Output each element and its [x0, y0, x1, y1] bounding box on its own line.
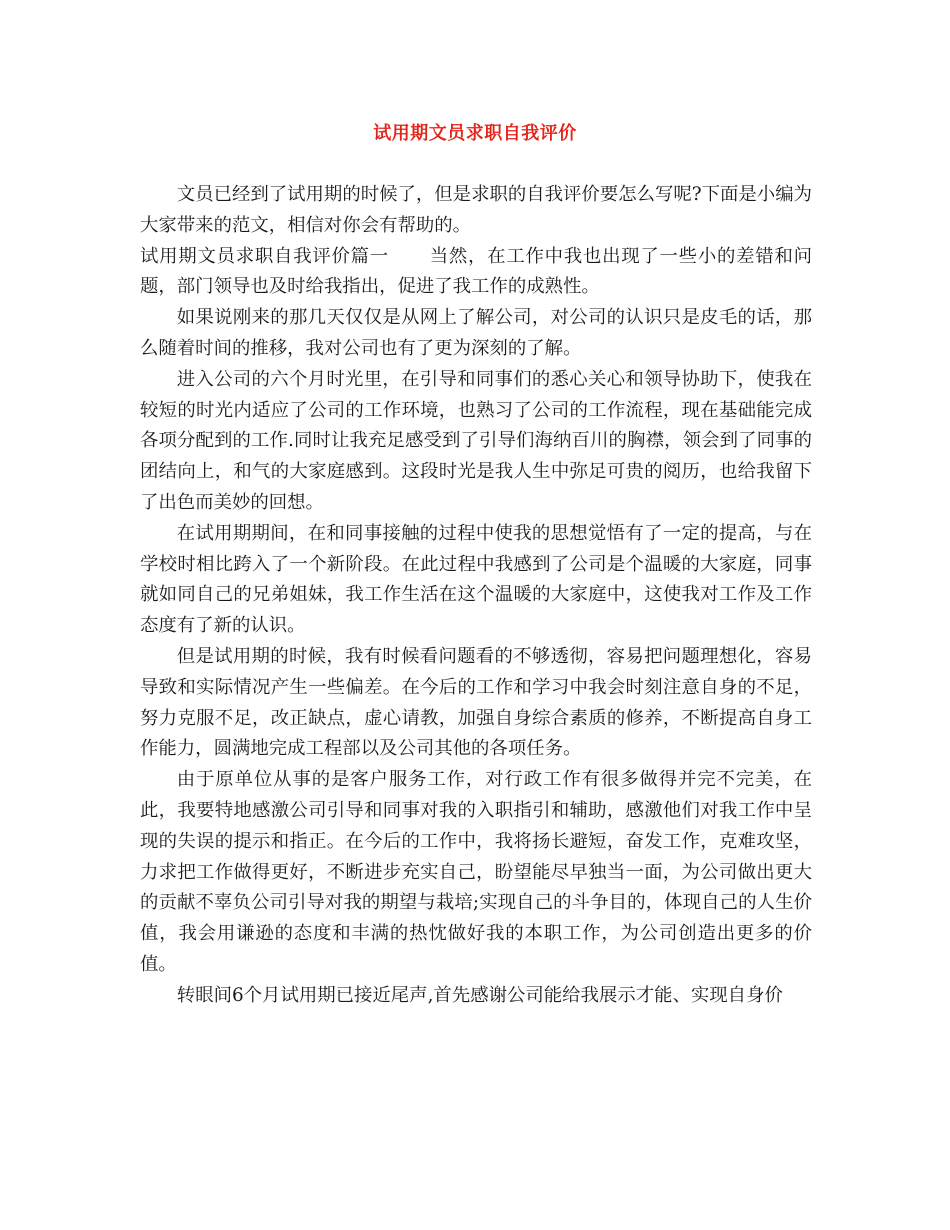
section-heading: 试用期文员求职自我评价篇一 [140, 245, 389, 267]
section-paragraph [140, 242, 812, 304]
section-first-text: 当然，在工作中我也出现了一些小的差错和问题，部门领导也及时给我指出，促进了我工作的成熟性。 [140, 245, 812, 298]
body-paragraph: 转眼间6个月试用期已接近尾声,首先感谢公司能给我展示才能、实现自身价 [176, 984, 783, 1006]
body-paragraph: 进入公司的六个月时光里，在引导和同事们的悉心关心和领导协助下，使我在较短的时光内适应了公司的工作环境，也熟习了公司的工作流程，现在基础能完成各项分配到的工作.同时让我充足感受到了引导们海纳百川的胸襟，领会到了同事的团结向上，和气的大家庭感到。这段时光是我人生中弥足可贵的阅历，也给我留下了出色而美妙的回想。 [140, 368, 812, 513]
document-title: 试用期文员求职自我评价 [373, 123, 577, 144]
body-paragraph: 如果说刚来的那几天仅仅是从网上了解公司，对公司的认识只是皮毛的话，那么随着时间的推移，我对公司也有了更为深刻的了解。 [140, 307, 812, 359]
body-paragraph: 在试用期期间，在和同事接触的过程中使我的思想觉悟有了一定的提高，与在学校时相比跨入了一个新阶段。在此过程中我感到了公司是个温暖的大家庭，同事就如同自己的兄弟姐妹，我工作生活在这个温暖的大家庭中，这使我对工作及工作态度有了新的认识。 [140, 522, 812, 637]
intro-paragraph: 文员已经到了试用期的时候了，但是求职的自我评价要怎么写呢?下面是小编为大家带来的范文，相信对你会有帮助的。 [140, 184, 812, 236]
body-paragraph: 由于原单位从事的是客户服务工作，对行政工作有很多做得并完不完美，在此，我要特地感激公司引导和同事对我的入职指引和辅助，感激他们对我工作中呈现的失误的提示和指正。在今后的工作中，我将扬长避短，奋发工作，克难攻坚，力求把工作做得更好，不断进步充实自己，盼望能尽早独当一面，为公司做出更大的贡献不辜负公司引导对我的期望与栽培;实现自己的斗争目的，体现自己的人生价值，我会用谦逊的态度和丰满的热忱做好我的本职工作，为公司创造出更多的价值。 [140, 769, 812, 975]
body-paragraph: 但是试用期的时候，我有时候看问题看的不够透彻，容易把问题理想化，容易导致和实际情况产生一些偏差。在今后的工作和学习中我会时刻注意自身的不足，努力克服不足，改正缺点，虚心请教，加强自身综合素质的修养，不断提高自身工作能力，圆满地完成工程部以及公司其他的各项任务。 [140, 645, 812, 760]
document-body [140, 180, 812, 1012]
